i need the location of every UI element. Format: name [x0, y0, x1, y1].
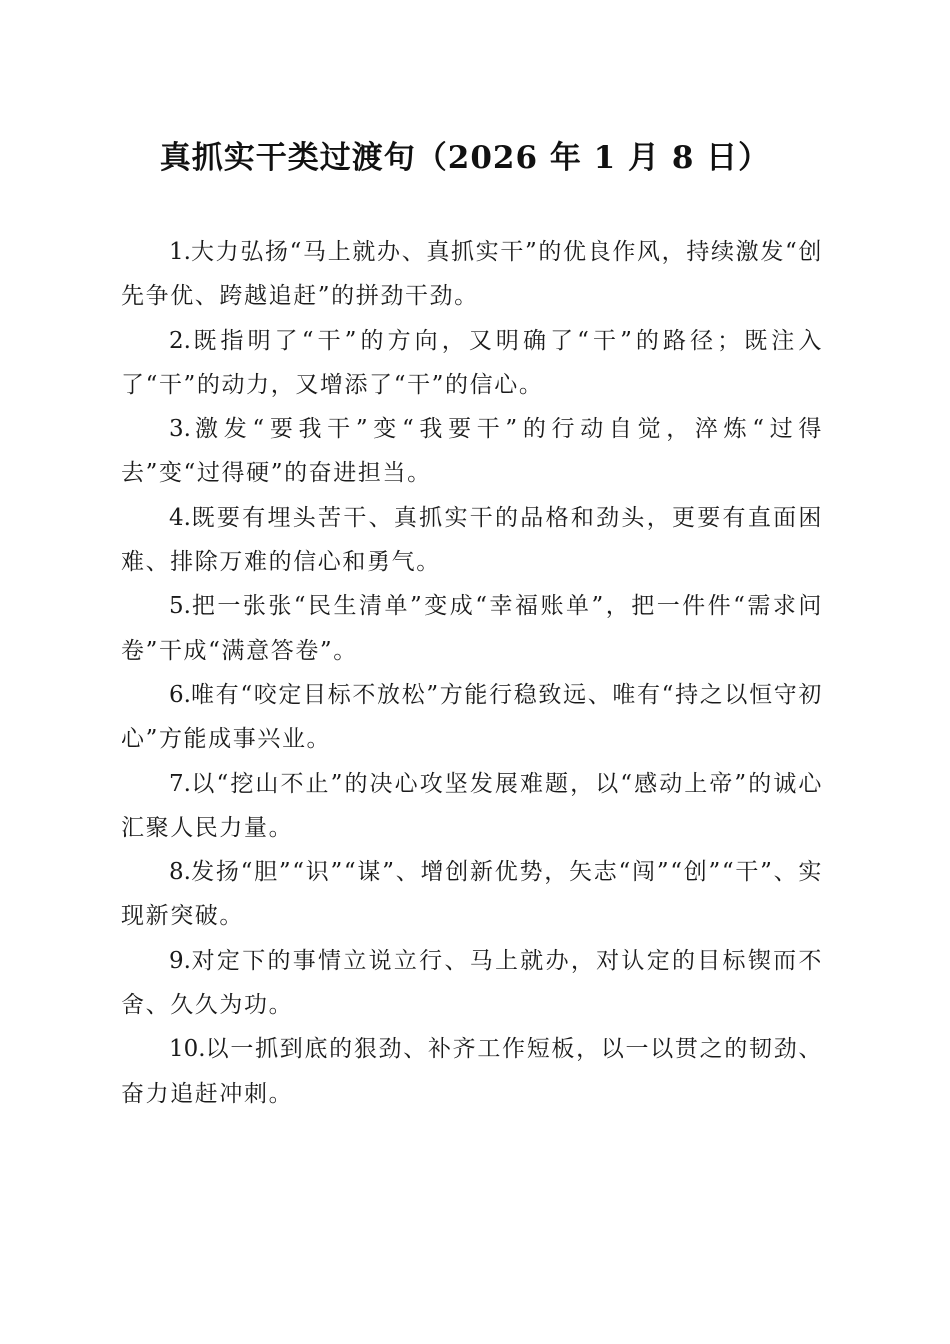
list-item	[121, 407, 823, 496]
list-item	[121, 496, 823, 585]
item-number: 6.	[169, 681, 191, 708]
item-text: 以“挖山不止”的决心攻坚发展难题，以“感动上帝”的诚心汇聚人民力量。	[121, 770, 823, 841]
item-number: 5.	[169, 593, 191, 620]
item-text: 既指明了“干”的方向，又明确了“干”的路径；既注入了“干”的动力，又增添了“干”的信心。	[121, 327, 823, 398]
item-number: 2.	[169, 327, 191, 354]
document-body	[121, 230, 823, 1116]
item-text: 唯有“咬定目标不放松”方能行稳致远、唯有“持之以恒守初心”方能成事兴业。	[121, 681, 823, 753]
item-number: 8.	[169, 859, 191, 886]
item-number: 9.	[169, 947, 191, 974]
list-item	[121, 584, 823, 673]
list-item	[121, 230, 823, 319]
document-title: 真抓实干类过渡句（2026 年 1 月 8 日）	[159, 140, 771, 176]
item-text: 大力弘扬“马上就办、真抓实干”的优良作风，持续激发“创先争优、跨越追赶”的拼劲干劲。	[121, 239, 823, 310]
item-number: 7.	[169, 770, 191, 797]
list-item	[121, 673, 823, 762]
item-number: 4.	[169, 504, 191, 531]
item-text: 把一张张“民生清单”变成“幸福账单”，把一件件“需求问卷”干成“满意答卷”。	[121, 593, 823, 664]
item-text: 激发“要我干”变“我要干”的行动自觉，淬炼“过得去”变“过得硬”的奋进担当。	[121, 416, 823, 487]
item-number: 10.	[169, 1036, 206, 1063]
list-item	[121, 319, 823, 408]
item-text: 对定下的事情立说立行、马上就办，对认定的目标锲而不舍、久久为功。	[121, 947, 823, 1019]
list-item	[121, 850, 823, 939]
list-item	[121, 762, 823, 851]
item-text: 发扬“胆”“识”“谋”、增创新优势，矢志“闯”“创”“干”、实现新突破。	[121, 859, 823, 930]
item-number: 1.	[169, 239, 191, 265]
item-number: 3.	[169, 416, 191, 443]
list-item	[121, 1027, 823, 1116]
item-text: 既要有埋头苦干、真抓实干的品格和劲头，更要有直面困难、排除万难的信心和勇气。	[121, 504, 823, 576]
item-text: 以一抓到底的狠劲、补齐工作短板，以一以贯之的韧劲、奋力追赶冲刺。	[121, 1036, 823, 1107]
list-item	[121, 939, 823, 1028]
